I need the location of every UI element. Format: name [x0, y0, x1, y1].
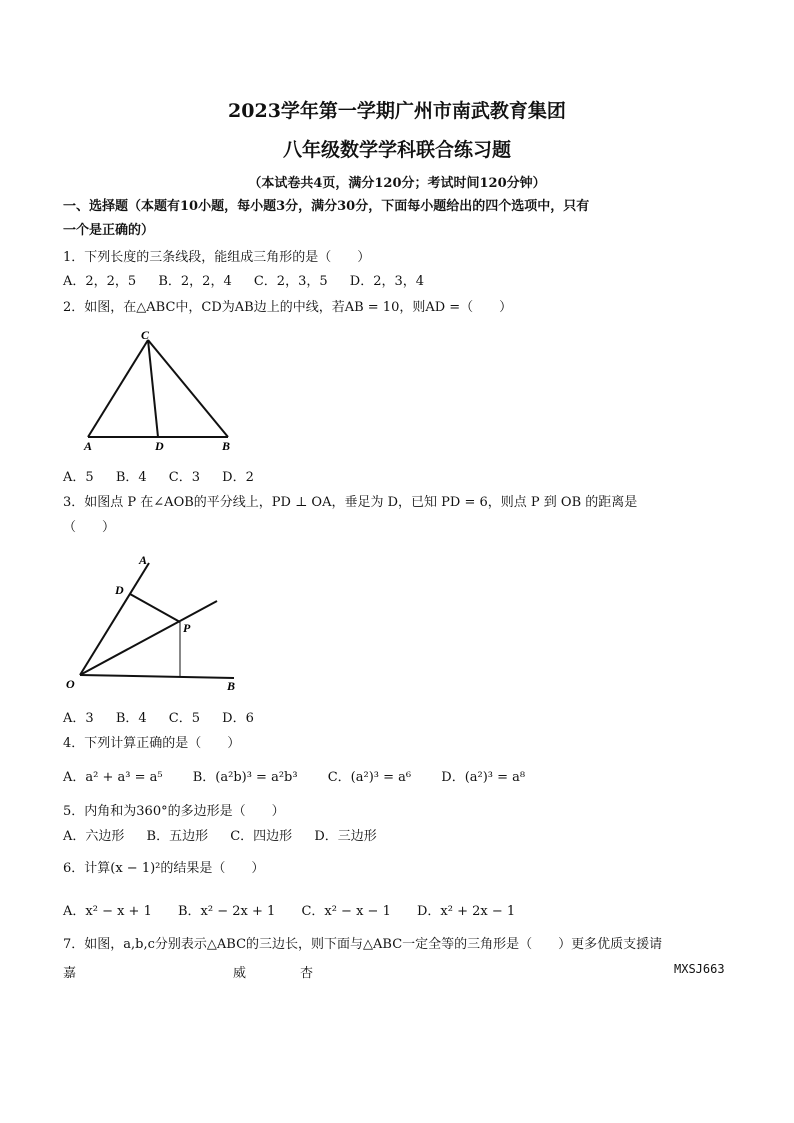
- q5-option-a: A．六边形: [63, 829, 125, 844]
- q3-label-o: O: [66, 677, 75, 691]
- q6-option-a: A．x² − x + 1: [63, 904, 152, 919]
- q2-option-d: D．2: [222, 470, 254, 485]
- q5-option-b: B．五边形: [146, 829, 209, 844]
- q3-option-d: D．6: [222, 711, 254, 726]
- q6-option-b: B．x² − 2x + 1: [178, 904, 276, 919]
- question-2-stem: 2．如图，在△ABC中，CD为AB边上的中线，若AB = 10，则AD =（ ）: [63, 300, 513, 315]
- footer-char-2: 威: [233, 966, 247, 981]
- section-heading-line2: 一个是正确的）: [63, 223, 155, 238]
- q3-option-a: A．3: [63, 711, 94, 726]
- q3-label-p: P: [183, 621, 191, 635]
- question-5-stem: 5．内角和为360°的多边形是（ ）: [63, 804, 285, 819]
- question-3-stem-line2: （ ）: [63, 520, 116, 535]
- footer-char-1: 嘉: [63, 966, 77, 981]
- question-3-options: [63, 710, 272, 728]
- section-heading-line1: 一、选择题（本题有10小题，每小题3分，满分30分，下面每小题给出的四个选项中，只有: [63, 199, 590, 214]
- q1-option-b: B．2，2，4: [158, 274, 232, 289]
- q3-option-c: C．5: [168, 711, 200, 726]
- q5-option-c: C．四边形: [230, 829, 293, 844]
- question-3-stem-line1: 3．如图点 P 在∠AOB的平分线上，PD ⊥ OA，垂足为 D，已知 PD = 6，则点 P 到 OB 的距离是: [63, 495, 638, 510]
- question-4-stem: 4．下列计算正确的是（ ）: [63, 736, 241, 751]
- q2-label-d: D: [155, 439, 164, 453]
- q3-angle-figure: [62, 548, 252, 698]
- q6-option-c: C．x² − x − 1: [301, 904, 391, 919]
- q6-option-d: D．x² + 2x − 1: [417, 904, 516, 919]
- exam-note: （本试卷共4页，满分120分；考试时间120分钟）: [248, 176, 546, 191]
- q3-option-b: B．4: [115, 711, 147, 726]
- q3-label-a: A: [139, 553, 148, 567]
- question-1-options: [63, 273, 442, 291]
- question-1-stem: 1．下列长度的三条线段，能组成三角形的是（ ）: [63, 250, 371, 265]
- q5-option-d: D．三边形: [314, 829, 377, 844]
- question-2-options: [63, 469, 272, 487]
- q1-option-d: D．2，3，4: [349, 274, 425, 289]
- q4-option-d: D．(a²)³ = a⁸: [441, 770, 526, 785]
- question-7-stem: 7．如图，a,b,c分别表示△ABC的三边长，则下面与△ABC一定全等的三角形是（ ）更多优质支援请: [63, 937, 663, 952]
- q2-option-c: C．3: [168, 470, 200, 485]
- q2-label-b: B: [222, 439, 231, 453]
- exam-subtitle: 八年级数学学科联合练习题: [282, 139, 511, 161]
- question-5-options: [63, 828, 395, 846]
- q2-label-a: A: [84, 439, 93, 453]
- q4-option-b: B．(a²b)³ = a²b³: [192, 770, 298, 785]
- q1-option-a: A．2，2，5: [63, 274, 137, 289]
- q2-label-c: C: [141, 330, 150, 342]
- q2-option-b: B．4: [115, 470, 147, 485]
- q4-option-a: A．a² + a³ = a⁵: [63, 770, 163, 785]
- q4-option-c: C．(a²)³ = a⁶: [327, 770, 412, 785]
- footer-code: MXSJ663: [674, 962, 725, 976]
- q3-label-b: B: [227, 679, 236, 693]
- exam-title: 2023学年第一学期广州市南武教育集团: [228, 100, 566, 122]
- q2-option-a: A．5: [63, 470, 94, 485]
- question-4-options: [63, 769, 543, 787]
- question-6-stem: 6．计算(x − 1)²的结果是（ ）: [63, 861, 265, 876]
- q3-label-d: D: [115, 583, 124, 597]
- q1-option-c: C．2，3，5: [253, 274, 328, 289]
- footer-char-3: 杏: [300, 966, 314, 981]
- q2-triangle-figure: [80, 330, 240, 455]
- question-6-options: [63, 903, 533, 921]
